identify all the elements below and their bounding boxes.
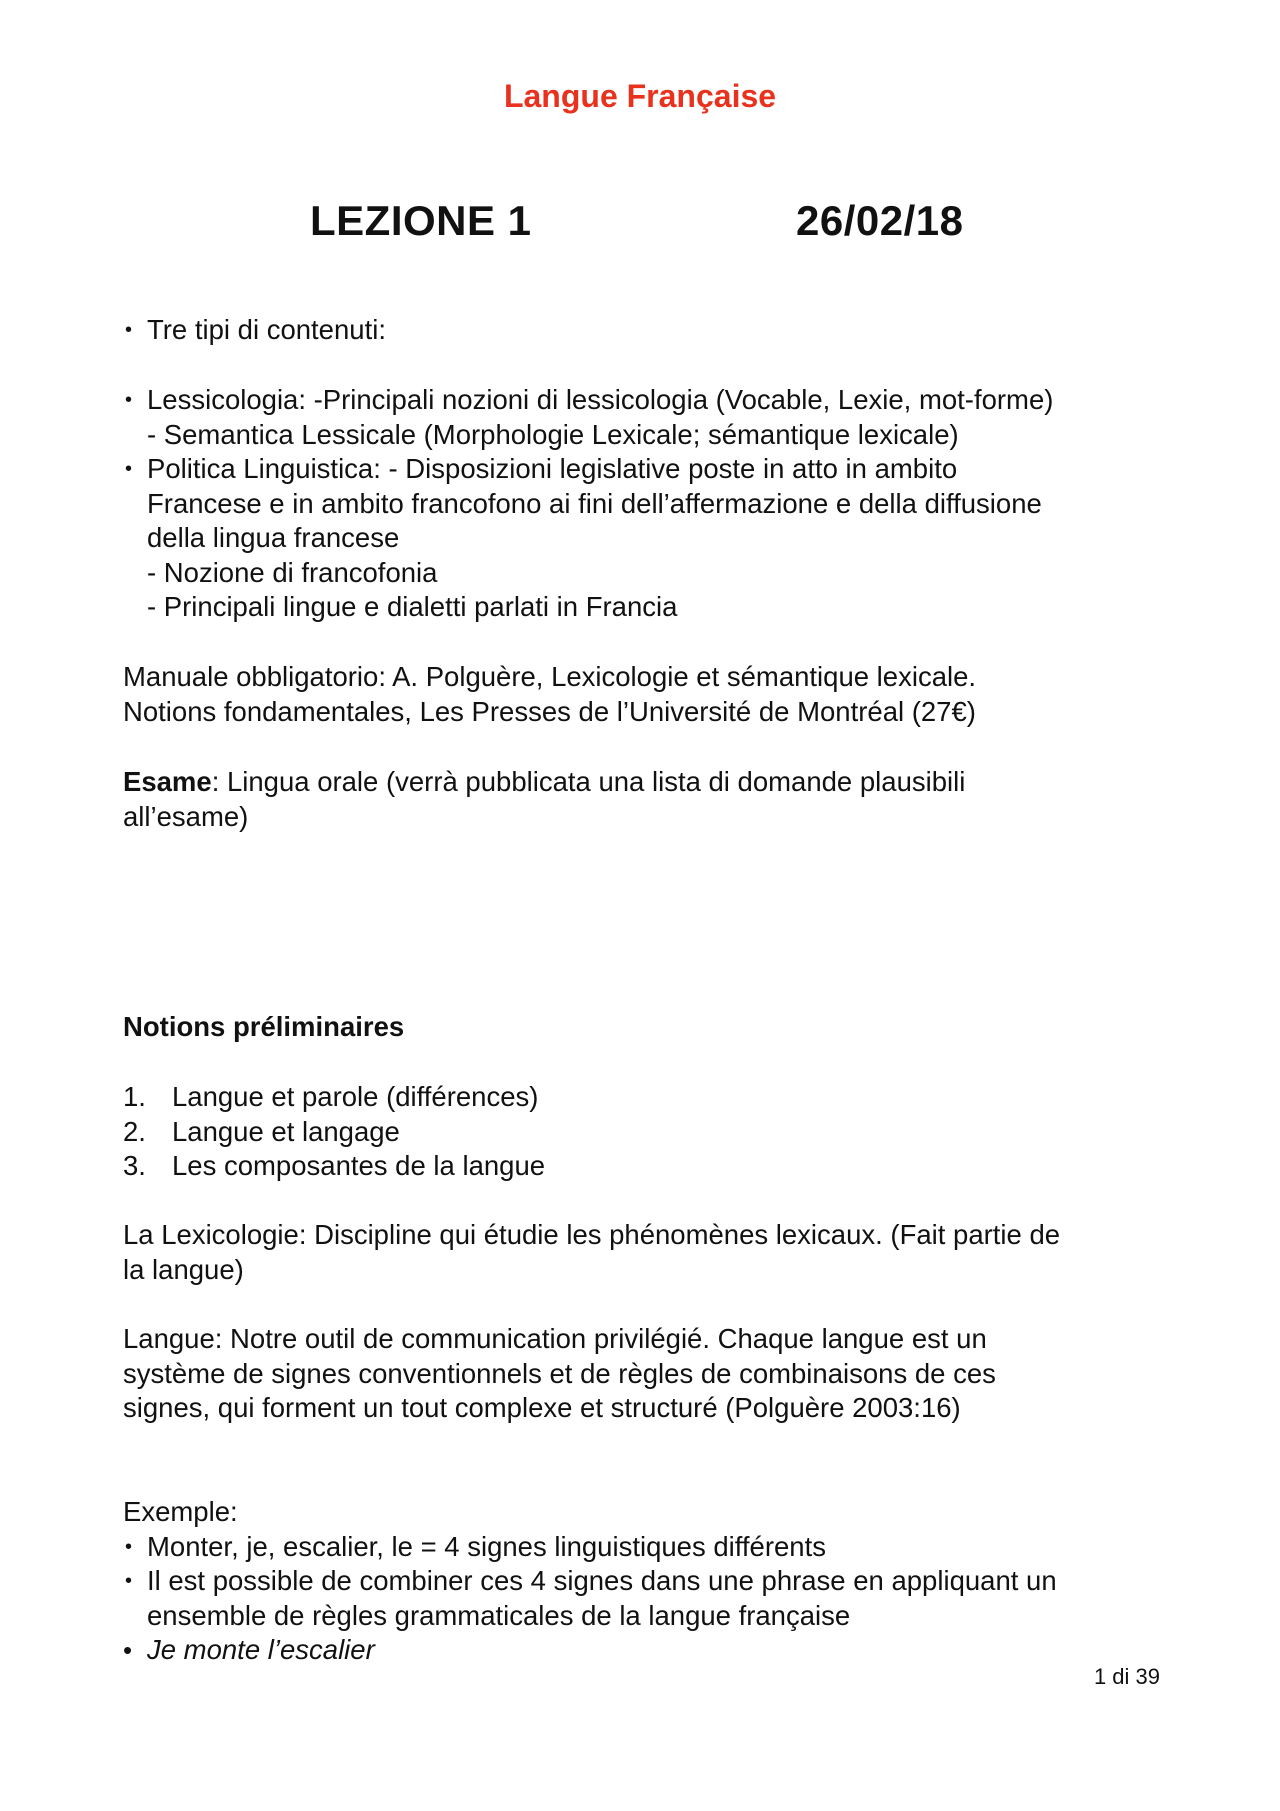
intro-section — [123, 313, 1183, 348]
list-item-politica: • Politica Linguistica: - Disposizioni legislative poste in atto in ambito Francese e in ambito francofono ai fini dell’affermazione e della diffusione della lingua francese - Nozione di francofonia - Principali lingue e dialetti parlati in Francia — [125, 453, 1042, 622]
list-item-lessicologia: • Lessicologia: -Principali nozioni di lessicologia (Vocable, Lexie, mot-forme) - Semantica Lessicale (Morphologie Lexicale; sémantique lexicale) — [125, 384, 1054, 450]
bullet-icon: • — [125, 389, 133, 411]
list-item: • Tre tipi di contenuti: — [123, 313, 1183, 348]
esame-paragraph: Esame: Lingua orale (verrà pubblicata una lista di domande plausibili all’esame) — [123, 766, 966, 832]
bullet-icon: • — [125, 458, 133, 480]
langue-definition: Langue: Notre outil de communication privilégié. Chaque langue est un système de signes conventionnels et de règles de combinaisons de ces signes, qui forment un tout complexe et structuré (Polguère 2003:16) — [123, 1323, 996, 1423]
bullet-icon: • — [125, 1570, 133, 1592]
content-types-list — [123, 383, 1183, 625]
list-item: 1. Langue et parole (différences) — [123, 1081, 539, 1112]
esame-label: Esame — [123, 766, 212, 797]
notions-list — [123, 1080, 1183, 1184]
lesson-date: 26/02/18 — [796, 197, 964, 244]
lesson-heading: LEZIONE 1 — [310, 197, 532, 244]
lexicologie-definition: La Lexicologie: Discipline qui étudie les phénomènes lexicaux. (Fait partie de la langue) — [123, 1219, 1061, 1285]
page-number: 1 di 39 — [1093, 1664, 1160, 1689]
list-item-example-sentence: • Je monte l’escalier — [123, 1633, 1183, 1668]
bullet-icon: • — [125, 1535, 133, 1558]
bullet-icon: • — [123, 1635, 133, 1665]
exemple-section — [123, 1495, 1183, 1668]
list-item: • Il est possible de combiner ces 4 signes dans une phrase en appliquant un ensemble de règles grammaticales de la langue française — [125, 1565, 1057, 1631]
list-item: 2. Langue et langage — [123, 1115, 400, 1147]
list-item: • Monter, je, escalier, le = 4 signes linguistiques différents — [123, 1530, 1183, 1565]
list-item: 3. Les composantes de la langue — [123, 1150, 546, 1181]
exemple-label: Exemple: — [123, 1496, 238, 1527]
document-title: Langue Française — [503, 78, 777, 114]
notions-heading: Notions préliminaires — [123, 1011, 405, 1042]
bullet-icon: • — [125, 319, 133, 341]
manuale-paragraph: Manuale obbligatorio: A. Polguère, Lexicologie et sémantique lexicale. Notions fondamentales, Les Presses de l’Université de Montréal (27€) — [123, 661, 977, 727]
